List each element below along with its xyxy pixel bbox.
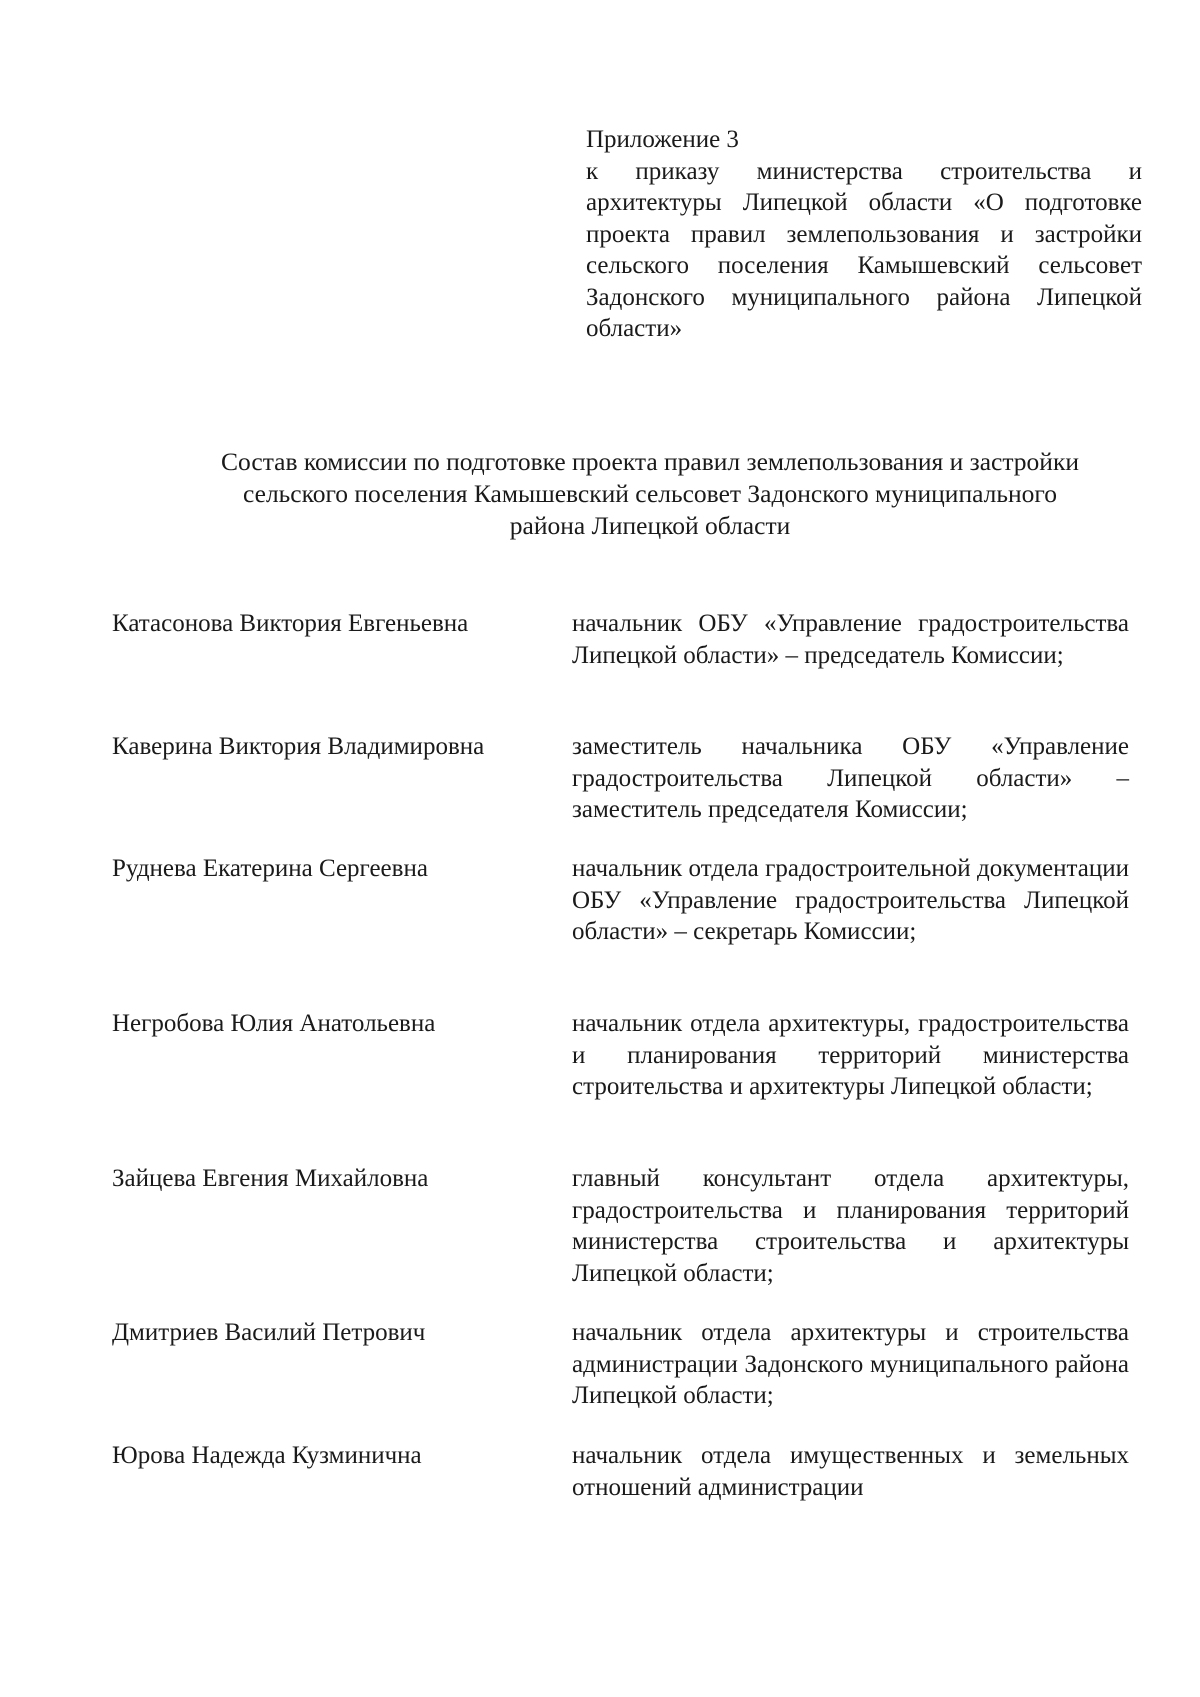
appendix-block <box>586 124 1142 345</box>
member-role: начальник отдела градостроительной документации ОБУ «Управление градостроительства Липецкой области» – секретарь Комиссии; <box>572 855 1129 945</box>
appendix-text: к приказу министерства строительства и архитектуры Липецкой области «О подготовке проекта правил землепользования и застройки сельского поселения Камышевский сельсовет Задонского муниципального района Липецкой области» <box>586 157 1142 342</box>
member-role: начальник отдела архитектуры и строительства администрации Задонского муниципального района Липецкой области; <box>572 1319 1129 1409</box>
document-heading <box>150 446 1150 542</box>
member-name: Руднева Екатерина Сергеевна <box>112 855 428 882</box>
heading-line: района Липецкой области <box>509 511 791 540</box>
member-name: Негробова Юлия Анатольевна <box>112 1010 436 1037</box>
member-name: Катасонова Виктория Евгеньевна <box>112 610 469 637</box>
member-name: Каверина Виктория Владимировна <box>112 733 485 760</box>
member-role: начальник отдела архитектуры, градостроительства и планирования территорий министерства строительства и архитектуры Липецкой области; <box>572 1010 1129 1100</box>
appendix-title: Приложение 3 <box>586 126 739 153</box>
member-role: начальник отдела имущественных и земельных отношений администрации <box>572 1442 1129 1501</box>
heading-line: Состав комиссии по подготовке проекта правил землепользования и застройки <box>221 447 1079 476</box>
member-name: Дмитриев Василий Петрович <box>112 1319 426 1346</box>
member-name: Юрова Надежда Кузминична <box>112 1442 422 1469</box>
heading-line: сельского поселения Камышевский сельсовет Задонского муниципального <box>243 479 1057 508</box>
member-name: Зайцева Евгения Михайловна <box>112 1165 429 1192</box>
member-role: главный консультант отдела архитектуры, градостроительства и планирования территорий министерства строительства и архитектуры Липецкой области; <box>572 1165 1129 1287</box>
member-role: заместитель начальника ОБУ «Управление градостроительства Липецкой области» – заместитель председателя Комиссии; <box>572 733 1129 823</box>
member-role: начальник ОБУ «Управление градостроительства Липецкой области» – председатель Комиссии; <box>572 610 1129 669</box>
